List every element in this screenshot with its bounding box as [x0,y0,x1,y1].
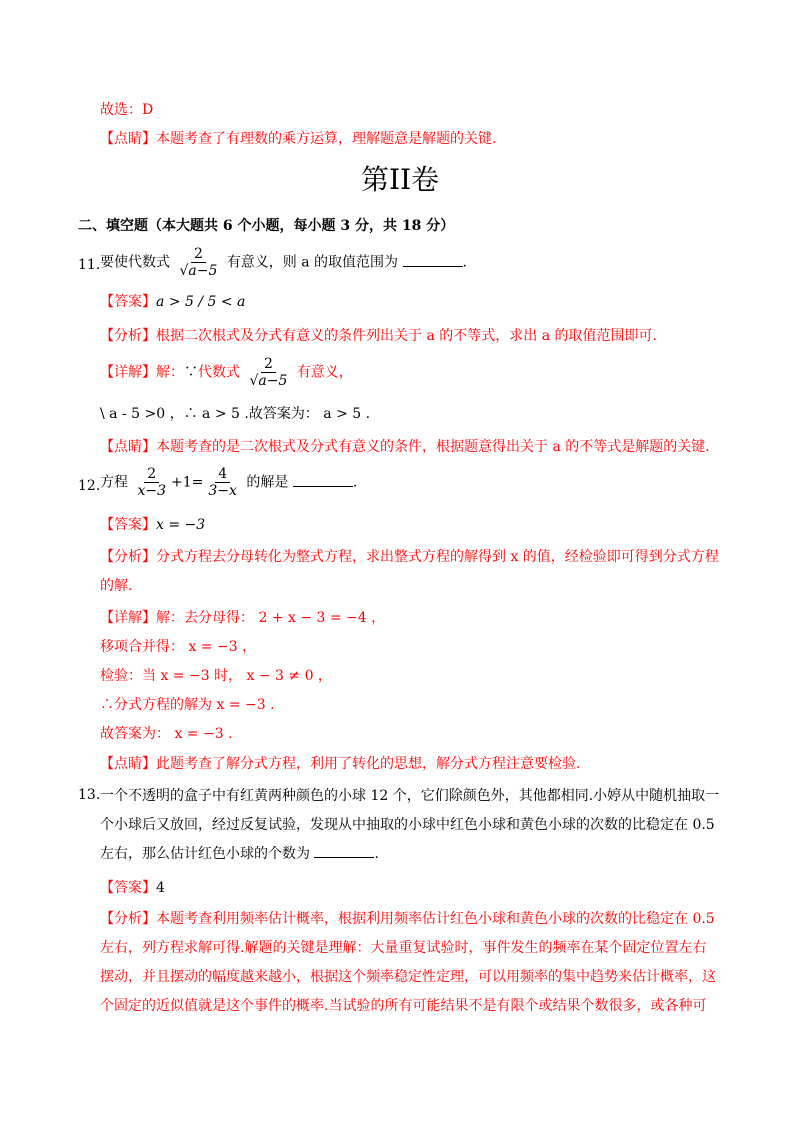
q11-point-tag: 【点睛】 [100,439,156,455]
q12-answer-text: x = −3 [156,517,206,533]
q11-answer-blank [403,252,463,267]
q12-detail-text: 解：去分母得： 2 + x − 3 = −4 ， [156,610,386,626]
q12-step-4: ∴分式方程的解为 x = −3 . [100,697,275,713]
q11-point-text: 本题考查的是二次根式及分式有意义的条件，根据题意得出关于 a 的不等式是解题的关键. [156,439,710,455]
q12-fraction-2 [205,466,240,499]
q12-point-tag: 【点睛】 [100,756,156,772]
q11-answer-line [100,292,245,312]
q11-detail-pre: 解： [156,364,184,381]
q13-stem [100,782,720,869]
q11-answer-text: a > 5 / 5 < a [156,294,246,310]
q12-f2-den: 3−x [208,483,237,499]
q12-f1-den: x−3 [137,483,166,499]
q11-analysis-text: 根据二次根式及分式有意义的条件列出关于 a 的不等式，求出 a 的取值范围即可. [156,328,657,344]
q12-f2-num: 4 [215,466,230,483]
comment-text: 本题考查了有理数的乘方运算，理解题意是解题的关键. [156,131,497,147]
q11-stem-pre: 要使代数式 [100,254,170,271]
q11-detail-fraction [246,356,290,389]
q13-answer-line [100,878,165,898]
q13-blank-end: . [374,846,379,862]
q11-blank-end: . [462,254,467,271]
q11-solution-text: \ a - 5 >0 ，∴ a > 5 .故答案为： a > 5 . [100,406,371,422]
q12-fraction-1 [134,466,169,499]
q13-answer-blank [314,843,374,858]
q11-detail-post: 有意义， [296,364,353,381]
q12-answer-blank [293,472,353,487]
q12-step-2: 移项合并得： x = −3 ， [100,639,257,655]
q13-number: 13. [78,787,101,803]
q12-step-5: 故答案为： x = −3 . [100,726,233,742]
q11-detail-frac-den: √a−5 [249,373,288,389]
q12-detail-tag: 【详解】 [100,610,156,626]
q11-because-symbol: ∵ [184,364,198,381]
choice-text: 故选：D [100,102,154,118]
comment-line [100,129,496,149]
q11-answer-tag: 【答案】 [100,294,156,310]
q12-point-line [100,754,580,774]
q12-detail-line [100,608,385,628]
q13-answer-tag: 【答案】 [100,880,156,896]
q12-answer-line [100,515,205,535]
comment-tag: 【点睛】 [100,131,156,147]
q11-detail-tag: 【详解】 [100,364,156,381]
q11-detail-mid: 代数式 [198,364,240,381]
q12-plus-one: +1= [171,474,204,491]
q11-detail-frac-num: 2 [261,356,276,373]
q12-stem-pre: 方程 [100,474,128,491]
q11-frac-den: √a−5 [179,263,218,279]
q12-step-3: 检验：当 x = −3 时， x − 3 ≠ 0 ， [100,668,332,684]
q11-stem [100,246,467,279]
q12-analysis-tag: 【分析】 [100,549,156,565]
q12-blank-end: . [352,474,358,491]
q12-point-text: 此题考查了解分式方程，利用了转化的思想，解分式方程注意要检验. [156,756,581,772]
q11-analysis-line [100,326,657,346]
section-header: 二、填空题（本大题共 6 个小题，每小题 3 分，共 18 分） [78,218,455,234]
q11-stem-post: 有意义，则 a 的取值范围为 [226,254,399,271]
q11-frac-num: 2 [191,246,206,263]
q12-answer-tag: 【答案】 [100,517,156,533]
choice-line [100,100,153,120]
q11-point-line [100,437,710,457]
q11-analysis-tag: 【分析】 [100,328,156,344]
q12-number: 12. [78,478,101,494]
q11-fraction [176,246,220,279]
q13-answer-text: 4 [156,880,165,896]
q12-analysis-text: 分式方程去分母转化为整式方程，求出整式方程的解得到 x 的值，经检验即可得到分式方程的解. [100,549,719,594]
q11-solution-line [100,404,370,424]
part-title: 第II卷 [360,163,440,196]
q11-detail-line [100,356,353,389]
q12-stem-post: 的解是 [246,474,289,491]
q13-analysis-tag: 【分析】 [100,911,156,927]
q12-stem [100,466,357,499]
q13-stem-text: 一个不透明的盒子中有红黄两种颜色的小球 12 个，它们除颜色外，其他都相同.小婷从中随机抽取一个小球后又放回，经过反复试验，发现从中抽取的小球中红色小球和黄色小球的次数的比稳定在 0.5 左右，那么估计红色小球的个数为 [100,788,720,862]
q13-analysis-text: 本题考查利用频率估计概率，根据利用频率估计红色小球和黄色小球的次数的比稳定在 0.5 左右，列方程求解可得.解题的关键是理解：大量重复试验时，事件发生的频率在某个固定位置左右摆动，并且摆动的幅度越来越小，根据这个频率稳定性定理，可以用频率的集中趋势来估计概率，这个固定的近似值就是这个事件的概率.当试验的所有可能结果不是有限个或结果个数很多，或各种可 [100,911,716,1014]
q11-number: 11. [78,257,101,273]
q12-f1-num: 2 [144,466,159,483]
q13-analysis-block [100,905,720,1021]
q12-analysis-line [100,543,720,601]
